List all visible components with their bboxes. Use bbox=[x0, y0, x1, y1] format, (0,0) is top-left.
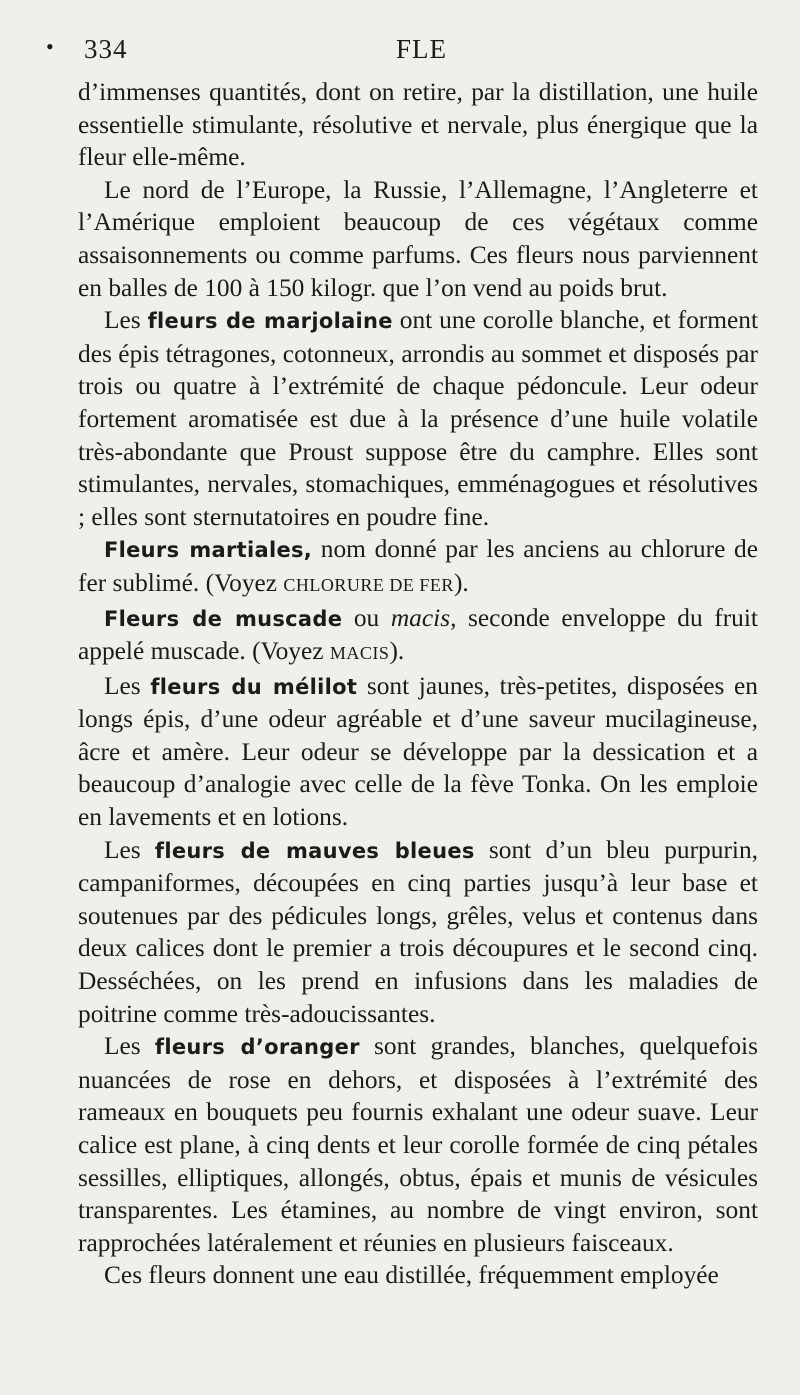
text-run: Les bbox=[104, 1032, 155, 1061]
text-run: sont jaunes, très-petites, disposées en longs épis, d’une odeur agréable et d’une saveur mucilagineuse, âcre et amère. Leur odeur se développe par la dessication et a beaucoup d’analogie avec celle de la fève Tonka. On les emploie en lavements et en lotions. bbox=[78, 671, 758, 832]
text-run: Les bbox=[104, 835, 155, 864]
cross-reference: CHLORURE DE FER bbox=[283, 574, 454, 595]
paragraph bbox=[78, 174, 758, 304]
body-text bbox=[78, 76, 758, 1292]
margin-dot: • bbox=[46, 34, 55, 59]
text-run: sont grandes, blanches, quelquefois nuancées de rose en dehors, et disposées à l’extrémité des rameaux en bouquets peu fournis exhalant une odeur suave. Leur calice est plane, à cinq dents et leur corolle formée de cinq pétales sessilles, elliptiques, allongés, obtus, épais et munis de vésicules transparentes. Les étamines, au nombre de vingt environ, sont rapprochées latéralement et réunies en plusieurs faisceaux. bbox=[78, 1032, 758, 1257]
paragraph bbox=[78, 1030, 758, 1259]
headword: fleurs du mélilot bbox=[150, 674, 358, 699]
paragraph bbox=[78, 304, 758, 533]
text-run: ). bbox=[389, 637, 405, 666]
running-head: FLE bbox=[396, 34, 448, 64]
cross-reference: MACIS bbox=[329, 643, 390, 664]
paragraph bbox=[78, 533, 758, 601]
text-run: nom donné par les anciens au chlorure de fer sublimé. (Voyez bbox=[78, 535, 758, 597]
paragraph bbox=[78, 76, 758, 174]
text-run: Les bbox=[104, 306, 148, 335]
text-run: Ces fleurs donnent une eau distillée, fréquemment employée bbox=[104, 1261, 719, 1290]
text-run: seconde enveloppe du fruit appelé muscade. (Voyez bbox=[78, 603, 758, 666]
headword: Fleurs de muscade bbox=[104, 606, 343, 631]
italic-term: macis, bbox=[390, 603, 457, 632]
headword: fleurs de marjolaine bbox=[147, 309, 393, 334]
paragraph bbox=[78, 1259, 758, 1292]
headword: Fleurs martiales, bbox=[104, 538, 313, 563]
headword: fleurs d’oranger bbox=[154, 1035, 360, 1060]
text-run: sont d’un bleu purpurin, campaniformes, découpées en cinq parties jusqu’à leur base et soutenues par des pédicules longs, grêles, velus et contenus dans deux calices dont le premier a trois découpures et le second cinq. Desséchées, on les prend en infusions dans les maladies de poitrine comme très-adoucissantes. bbox=[78, 835, 758, 1028]
paragraph bbox=[78, 834, 758, 1031]
page-header bbox=[46, 30, 758, 76]
text-run: ou bbox=[342, 603, 391, 632]
text-run: Le nord de l’Europe, la Russie, l’Allemagne, l’Angleterre et l’Amérique emploient beaucoup de ces végétaux comme assaisonnements ou comme parfums. Ces fleurs nous parviennent en balles de 100 à 150 kilogr. que l’on vend au poids brut. bbox=[78, 175, 758, 302]
page-number: 334 bbox=[84, 34, 128, 64]
text-run: d’immenses quantités, dont on retire, par la distillation, une huile essentielle stimulante, résolutive et nervale, plus énergique que la fleur elle-même. bbox=[78, 78, 758, 172]
paragraph bbox=[78, 602, 758, 670]
headword: fleurs de mauves bleues bbox=[154, 838, 475, 863]
text-run: ). bbox=[453, 568, 469, 597]
paragraph bbox=[78, 670, 758, 834]
text-run: ont une corolle blanche, et forment des épis tétragones, cotonneux, arrondis au sommet et disposés par trois ou quatre à l’extrémité de chaque pédoncule. Leur odeur fortement aromatisée est due à la présence d’une huile volatile très-abondante que Proust suppose être du camphre. Elles sont stimulantes, nervales, stomachiques, emménagogues et résolutives ; elles sont sternutatoires en poudre fine. bbox=[78, 306, 759, 531]
text-run: Les bbox=[104, 671, 151, 700]
